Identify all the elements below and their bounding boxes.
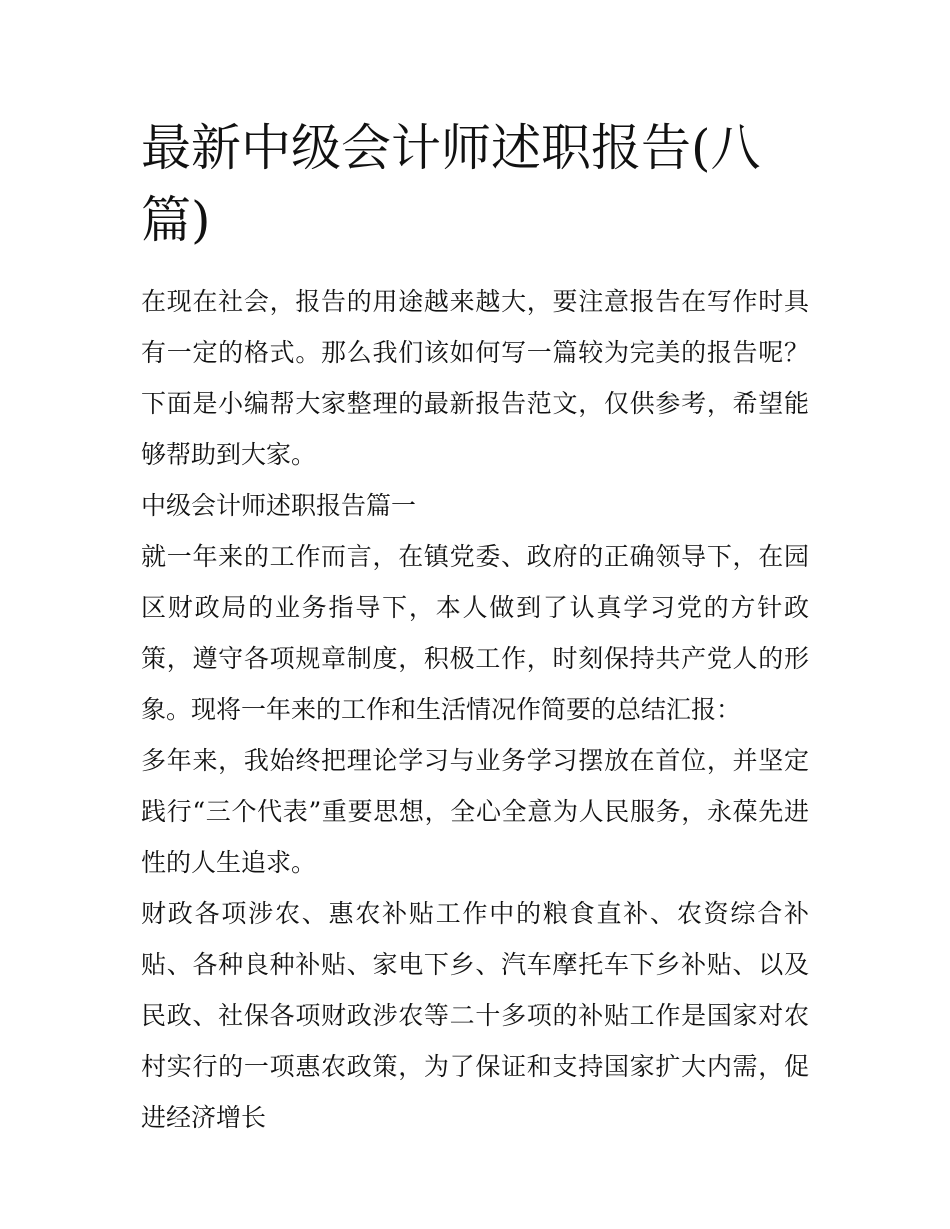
section-heading: 中级会计师述职报告篇一: [141, 491, 417, 520]
body-paragraph: 就一年来的工作而言，在镇党委、政府的正确领导下，在园区财政局的业务指导下，本人做到了认真学习党的方针政策，遵守各项规章制度，积极工作，时刻保持共产党人的形象。现将一年来的工作和生活情况作简要的总结汇报：: [141, 542, 809, 724]
document-body: [141, 276, 809, 1143]
intro-paragraph: 在现在社会，报告的用途越来越大，要注意报告在写作时具有一定的格式。那么我们该如何写一篇较为完美的报告呢？下面是小编帮大家整理的最新报告范文，仅供参考，希望能够帮助到大家。: [141, 287, 809, 469]
body-paragraph: 财政各项涉农、惠农补贴工作中的粮食直补、农资综合补贴、各种良种补贴、家电下乡、汽车摩托车下乡补贴、以及民政、社保各项财政涉农等二十多项的补贴工作是国家对农村实行的一项惠农政策，为了保证和支持国家扩大内需，促进经济增长: [141, 899, 809, 1132]
document-title: 最新中级会计师述职报告(八篇): [141, 119, 761, 249]
body-paragraph: 多年来，我始终把理论学习与业务学习摆放在首位，并坚定践行“三个代表”重要思想，全心全意为人民服务，永葆先进性的人生追求。: [141, 746, 809, 877]
